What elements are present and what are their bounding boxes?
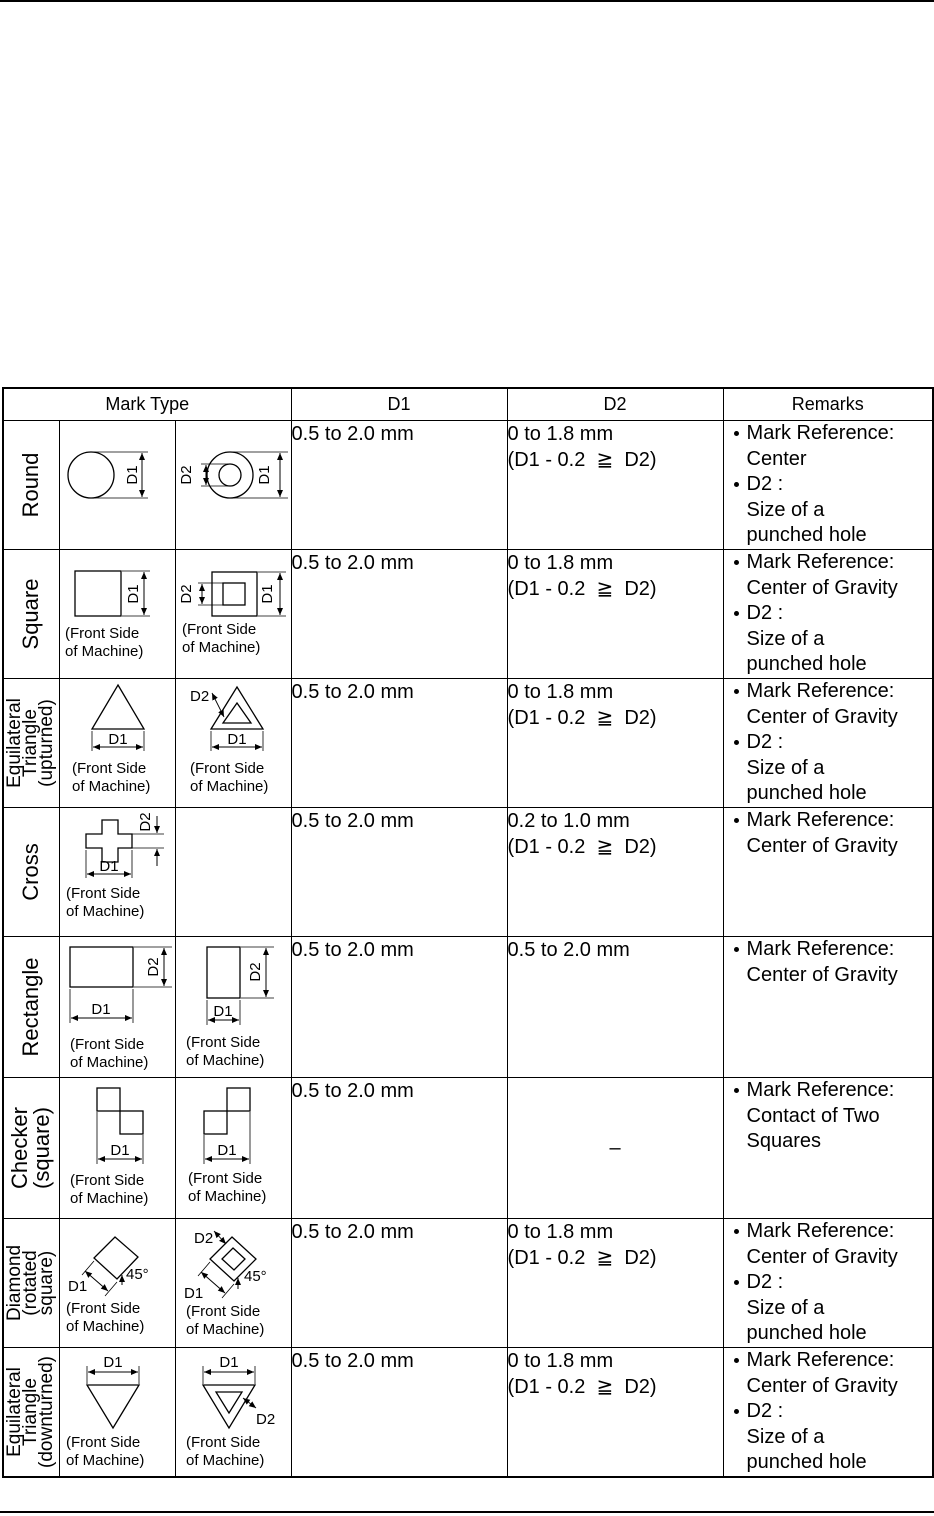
triangle-down-mark-diagram bbox=[60, 1348, 176, 1476]
remark-item: Mark Reference: bbox=[724, 421, 933, 447]
d1-cell bbox=[291, 679, 507, 808]
d1-cell bbox=[291, 550, 507, 679]
remark-text: Size of a bbox=[746, 1425, 825, 1448]
d2-condition: (D1 - 0.2 ≧ D2) bbox=[507, 1247, 657, 1269]
triangle-up-mark-diagram bbox=[60, 679, 176, 807]
d2-condition: (D1 - 0.2 ≧ D2) bbox=[507, 707, 657, 729]
remark-text: Size of a bbox=[746, 756, 825, 779]
mark-name-cell bbox=[3, 1219, 59, 1348]
figure-round-hole bbox=[175, 421, 291, 550]
d2-label: D2 bbox=[136, 812, 154, 832]
figure-round-solid bbox=[59, 421, 175, 550]
table-row bbox=[3, 1219, 933, 1348]
d2-cell bbox=[507, 679, 723, 808]
front-side-label: (Front Side bbox=[65, 1300, 140, 1317]
d1-value: 0.5 to 2.0 mm bbox=[291, 810, 414, 832]
remark-text: Center of Gravity bbox=[746, 1374, 898, 1397]
d1-cell bbox=[291, 1078, 507, 1219]
remarks-cell bbox=[723, 1348, 933, 1478]
d2-label: D2 bbox=[177, 584, 195, 604]
remarks-cell bbox=[723, 679, 933, 808]
d2-cell bbox=[507, 1348, 723, 1478]
figure-triangle-up-solid bbox=[59, 679, 175, 808]
remark-item: D2 : bbox=[724, 472, 933, 498]
angle-label: 45° bbox=[125, 1266, 149, 1283]
d1-label: D1 bbox=[107, 731, 128, 748]
d1-value: 0.5 to 2.0 mm bbox=[291, 939, 414, 961]
remark-text: punched hole bbox=[746, 1322, 867, 1345]
figure-square-solid bbox=[59, 550, 175, 679]
remark-item: D2 : bbox=[724, 1270, 933, 1296]
figure-square-hole bbox=[175, 550, 291, 679]
mark-name-cell bbox=[3, 421, 59, 550]
d2-condition: (D1 - 0.2 ≧ D2) bbox=[507, 578, 657, 600]
front-side-label: of Machine) bbox=[189, 778, 268, 795]
front-side-label: of Machine) bbox=[65, 903, 144, 920]
d2-label: D2 bbox=[144, 957, 162, 977]
mark-name-cell bbox=[3, 1348, 59, 1478]
table-row bbox=[3, 1078, 933, 1219]
checker-left-mark-diagram bbox=[60, 1078, 176, 1218]
angle-label: 45° bbox=[243, 1268, 267, 1285]
front-side-label: (Front Side bbox=[64, 625, 139, 642]
d1-label: D1 bbox=[90, 1001, 111, 1018]
remark-text: punched hole bbox=[746, 524, 867, 547]
remark-text: Center of Gravity bbox=[746, 963, 898, 986]
remark-text: Squares bbox=[746, 1130, 822, 1153]
table-row bbox=[3, 1348, 933, 1478]
checker-right-mark-diagram bbox=[176, 1078, 292, 1218]
figure-checker-right bbox=[175, 1078, 291, 1219]
table-row bbox=[3, 808, 933, 937]
table-row bbox=[3, 679, 933, 808]
d2-cell bbox=[507, 1078, 723, 1219]
mark-name-cell bbox=[3, 1078, 59, 1219]
figure-triangle-down-hole bbox=[175, 1348, 291, 1478]
front-side-label: of Machine) bbox=[187, 1188, 266, 1205]
mark-name-cell bbox=[3, 550, 59, 679]
table-row bbox=[3, 937, 933, 1078]
remark-text: Center of Gravity bbox=[746, 576, 898, 599]
remark-item: Mark Reference: bbox=[724, 808, 933, 834]
remark-item: D2 : bbox=[724, 601, 933, 627]
mark-name-cell bbox=[3, 679, 59, 808]
remark-text: Contact of Two bbox=[746, 1104, 880, 1127]
remarks-cell bbox=[723, 1078, 933, 1219]
front-side-label: (Front Side bbox=[189, 760, 264, 777]
d1-label: D1 bbox=[109, 1142, 130, 1159]
mark-name: Diamond (rotated square) bbox=[4, 1244, 58, 1322]
diamond-mark-diagram bbox=[60, 1219, 176, 1347]
square-mark-diagram bbox=[60, 550, 176, 678]
d1-label: D1 bbox=[226, 731, 247, 748]
remark-text: Size of a bbox=[746, 627, 825, 650]
front-side-label: (Front Side bbox=[65, 1434, 140, 1451]
header-remarks: Remarks bbox=[723, 388, 933, 421]
d2-range: 0 to 1.8 mm bbox=[507, 1350, 614, 1372]
mark-name: Square bbox=[18, 578, 44, 650]
mark-name: Equilateral Triangle (upturned) bbox=[4, 698, 58, 788]
figure-triangle-down-solid bbox=[59, 1348, 175, 1478]
remark-item: Mark Reference: bbox=[724, 679, 933, 705]
table-row bbox=[3, 550, 933, 679]
d2-label: D2 bbox=[193, 1230, 213, 1247]
remark-item: D2 : bbox=[724, 730, 933, 756]
triangle-up-hole-mark-diagram bbox=[176, 679, 292, 807]
mark-name-cell bbox=[3, 937, 59, 1078]
front-side-label: (Front Side bbox=[69, 1036, 144, 1053]
mark-name: Cross bbox=[18, 843, 44, 901]
figure-cross bbox=[59, 808, 175, 937]
remark-text: Center of Gravity bbox=[746, 834, 898, 857]
rectangle-portrait-mark-diagram bbox=[176, 937, 292, 1077]
bottom-rule bbox=[0, 1511, 934, 1513]
mark-name: Rectangle bbox=[18, 957, 44, 1057]
remark-text: Center of Gravity bbox=[746, 1245, 898, 1268]
d2-cell bbox=[507, 808, 723, 937]
d1-label: D1 bbox=[255, 465, 273, 485]
d2-range: 0.2 to 1.0 mm bbox=[507, 810, 630, 832]
d1-label: D1 bbox=[102, 1354, 123, 1371]
d1-cell bbox=[291, 1219, 507, 1348]
d1-value: 0.5 to 2.0 mm bbox=[291, 423, 414, 445]
mark-name-cell bbox=[3, 808, 59, 937]
front-side-label: of Machine) bbox=[185, 1321, 264, 1338]
d1-value: 0.5 to 2.0 mm bbox=[291, 1350, 414, 1372]
d2-range: 0 to 1.8 mm bbox=[507, 681, 614, 703]
d2-range: 0 to 1.8 mm bbox=[507, 423, 614, 445]
figure-checker-left bbox=[59, 1078, 175, 1219]
front-side-label: of Machine) bbox=[185, 1052, 264, 1069]
figure-rectangle-portrait bbox=[175, 937, 291, 1078]
front-side-label: of Machine) bbox=[65, 1452, 144, 1469]
top-rule bbox=[0, 0, 934, 2]
mark-name: Checker (square) bbox=[7, 1107, 55, 1189]
d2-label: D2 bbox=[189, 688, 209, 705]
d1-value: 0.5 to 2.0 mm bbox=[291, 1080, 414, 1102]
d1-value: 0.5 to 2.0 mm bbox=[291, 552, 414, 574]
d1-label: D1 bbox=[183, 1285, 203, 1302]
round-hole-mark-diagram bbox=[176, 421, 292, 549]
remark-item: Mark Reference: bbox=[724, 1348, 933, 1374]
d1-label: D1 bbox=[124, 584, 142, 604]
remark-item: Mark Reference: bbox=[724, 1219, 933, 1245]
remarks-cell bbox=[723, 550, 933, 679]
d1-label: D1 bbox=[67, 1278, 87, 1295]
remark-text: Size of a bbox=[746, 1296, 825, 1319]
d2-cell bbox=[507, 550, 723, 679]
remark-item: Mark Reference: bbox=[724, 1078, 933, 1104]
d2-condition: (D1 - 0.2 ≧ D2) bbox=[507, 449, 657, 471]
table-header-row bbox=[3, 388, 933, 421]
d2-label: D2 bbox=[177, 465, 195, 485]
d1-cell bbox=[291, 421, 507, 550]
d2-cell bbox=[507, 421, 723, 550]
remark-text: Center bbox=[746, 447, 807, 470]
d1-cell bbox=[291, 937, 507, 1078]
rectangle-landscape-mark-diagram bbox=[60, 937, 176, 1077]
remark-item: D2 : bbox=[724, 1399, 933, 1425]
remark-item: Mark Reference: bbox=[724, 550, 933, 576]
figure-diamond-solid bbox=[59, 1219, 175, 1348]
d2-range: 0 to 1.8 mm bbox=[507, 552, 614, 574]
d1-label: D1 bbox=[212, 1003, 233, 1020]
figure-cross-empty bbox=[175, 808, 291, 937]
figure-diamond-hole bbox=[175, 1219, 291, 1348]
front-side-label: of Machine) bbox=[65, 1318, 144, 1335]
square-hole-mark-diagram bbox=[176, 550, 292, 678]
round-mark-diagram bbox=[60, 421, 176, 549]
remarks-cell bbox=[723, 421, 933, 550]
triangle-down-hole-mark-diagram bbox=[176, 1348, 292, 1476]
front-side-label: (Front Side bbox=[185, 1434, 260, 1451]
d2-condition: (D1 - 0.2 ≧ D2) bbox=[507, 1376, 657, 1398]
d1-label: D1 bbox=[98, 858, 119, 875]
mark-name: Equilateral Triangle (downturned) bbox=[4, 1356, 58, 1468]
table-row bbox=[3, 421, 933, 550]
front-side-label: of Machine) bbox=[69, 1054, 148, 1071]
d1-label: D1 bbox=[216, 1142, 237, 1159]
remark-text: Center of Gravity bbox=[746, 705, 898, 728]
d2-label: D2 bbox=[255, 1411, 275, 1428]
remarks-cell bbox=[723, 808, 933, 937]
figure-rectangle-landscape bbox=[59, 937, 175, 1078]
front-side-label: (Front Side bbox=[185, 1303, 260, 1320]
d1-label: D1 bbox=[258, 584, 276, 604]
d2-cell bbox=[507, 937, 723, 1078]
front-side-label: (Front Side bbox=[187, 1170, 262, 1187]
remark-item: Mark Reference: bbox=[724, 937, 933, 963]
remark-text: punched hole bbox=[746, 1451, 867, 1474]
remarks-cell bbox=[723, 1219, 933, 1348]
header-d2: D2 bbox=[507, 388, 723, 421]
front-side-label: of Machine) bbox=[185, 1452, 264, 1469]
cross-mark-diagram bbox=[60, 808, 176, 936]
front-side-label: (Front Side bbox=[181, 621, 256, 638]
d1-value: 0.5 to 2.0 mm bbox=[291, 1221, 414, 1243]
front-side-label: (Front Side bbox=[185, 1034, 260, 1051]
d1-label: D1 bbox=[218, 1354, 239, 1371]
front-side-label: (Front Side bbox=[71, 760, 146, 777]
figure-triangle-up-hole bbox=[175, 679, 291, 808]
remarks-cell bbox=[723, 937, 933, 1078]
remark-text: Size of a bbox=[746, 498, 825, 521]
d2-label: D2 bbox=[246, 962, 264, 982]
front-side-label: of Machine) bbox=[181, 639, 260, 656]
mark-type-table bbox=[2, 387, 934, 1478]
d2-range: 0.5 to 2.0 mm bbox=[507, 939, 630, 961]
d2-not-applicable: – bbox=[609, 1136, 621, 1159]
d1-cell bbox=[291, 808, 507, 937]
front-side-label: (Front Side bbox=[65, 885, 140, 902]
d2-range: 0 to 1.8 mm bbox=[507, 1221, 614, 1243]
remark-text: punched hole bbox=[746, 653, 867, 676]
d2-cell bbox=[507, 1219, 723, 1348]
d2-condition: (D1 - 0.2 ≧ D2) bbox=[507, 836, 657, 858]
header-mark-type: Mark Type bbox=[3, 388, 291, 421]
diamond-hole-mark-diagram bbox=[176, 1219, 292, 1347]
d1-cell bbox=[291, 1348, 507, 1478]
d1-value: 0.5 to 2.0 mm bbox=[291, 681, 414, 703]
front-side-label: of Machine) bbox=[64, 643, 143, 660]
front-side-label: of Machine) bbox=[69, 1190, 148, 1207]
front-side-label: (Front Side bbox=[69, 1172, 144, 1189]
d1-label: D1 bbox=[123, 465, 141, 485]
mark-name: Round bbox=[18, 452, 44, 518]
front-side-label: of Machine) bbox=[71, 778, 150, 795]
header-d1: D1 bbox=[291, 388, 507, 421]
remark-text: punched hole bbox=[746, 782, 867, 805]
